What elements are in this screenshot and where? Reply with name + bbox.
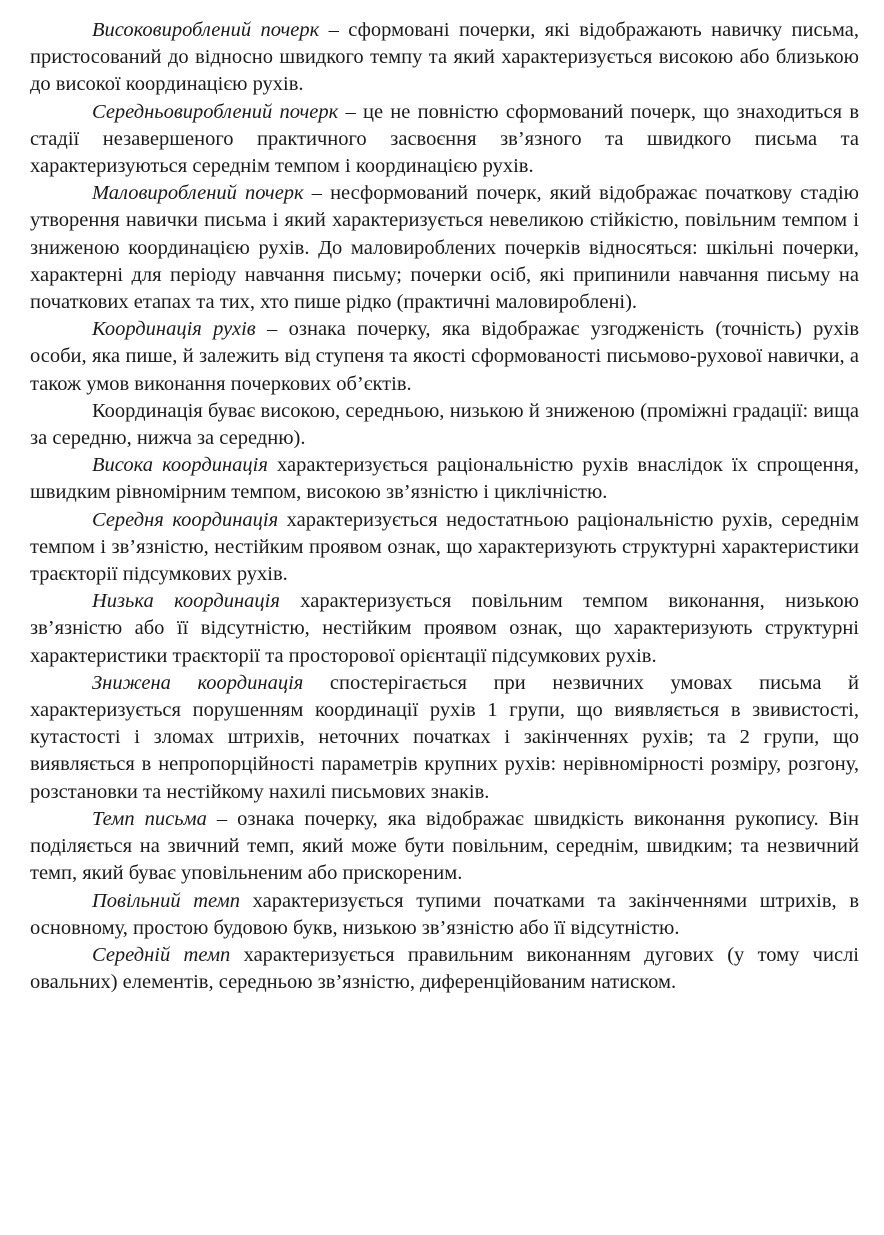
- paragraph-low-coordination: [30, 588, 859, 670]
- definition-low-coordination: характеризується повільним темпом виконання, низькою зв’язністю або її відсутністю, нестійким проявом ознак, що характеризують структурні характеристики траєкторії та просторової орієнтації підсумкових рухів.: [30, 590, 859, 667]
- term-low-coordination: Низька координація: [92, 590, 280, 613]
- term-slow-tempo: Повільний темп: [92, 889, 240, 912]
- paragraph-writing-tempo: [30, 806, 859, 888]
- definition-medium-quality-handwriting: – це не повністю сформований почерк, що знаходиться в стадії незавершеного практичного засвоєння зв’язного та швидкого письма та характеризуються середнім темпом і координацією рухів.: [30, 100, 859, 178]
- text-coordination-levels: Координація буває високою, середньою, низькою й зниженою (проміжні градації: вища за середню, нижча за середню).: [30, 399, 859, 450]
- paragraph-low-quality-handwriting: [30, 180, 859, 316]
- definition-reduced-coordination: спостерігається при незвичних умовах письма й характеризується порушенням координації рухів 1 групи, що виявляється в звивистості, кутастості і зломах штрихів, неточних початках і закінченнях рухів; та 2 групи, що виявляється в непропорційності параметрів крупних рухів: нерівномірності розміру, розгону, розстановки та нестійкому нахилі письмових знаків.: [30, 671, 859, 803]
- term-movement-coordination: Координація рухів: [92, 318, 256, 341]
- paragraph-medium-quality-handwriting: [30, 99, 859, 181]
- document-page: [30, 17, 859, 996]
- term-high-quality-handwriting: Високовироблений почерк: [92, 19, 320, 41]
- term-high-coordination: Висока координація: [92, 454, 268, 477]
- term-medium-tempo: Середній темп: [92, 943, 231, 966]
- definition-high-quality-handwriting: – сформовані почерки, які відображають навичку письма, пристосований до відносно швидкого темпу та який характеризується високою або близькою до високої координацією рухів.: [30, 19, 859, 96]
- term-medium-quality-handwriting: Середньовироблений почерк: [92, 100, 339, 123]
- paragraph-slow-tempo: [30, 888, 859, 942]
- definition-medium-coordination: характеризується недостатньою раціональністю рухів, середнім темпом і зв’язністю, нестійким проявом ознак, що характеризують структурні характеристики траєкторії підсумкових рухів.: [30, 508, 859, 586]
- definition-low-quality-handwriting: – несформований почерк, який відображає початкову стадію утворення навички письма і який характеризується невеликою стійкістю, повільним темпом і зниженою координацією рухів. До маловироблених почерків відносяться: шкільні почерки, характерні для періоду навчання письму; почерки осіб, які припинили навчання письму на початкових етапах та тих, хто пише рідко (практичні маловироблені).: [30, 182, 859, 314]
- definition-writing-tempo: – ознака почерку, яка відображає швидкість виконання рукопису. Він поділяється на звичний темп, який може бути повільним, середнім, швидким; та незвичний темп, який буває уповільненим або прискореним.: [30, 807, 859, 885]
- paragraph-reduced-coordination: [30, 670, 859, 806]
- definition-slow-tempo: характеризується тупими початками та закінченнями штрихів, в основному, простою будовою букв, низькою зв’язністю або її відсутністю.: [30, 889, 859, 939]
- paragraph-high-quality-handwriting: [30, 17, 859, 99]
- paragraph-high-coordination: [30, 452, 859, 506]
- paragraph-medium-tempo: [30, 942, 859, 996]
- definition-high-coordination: характеризується раціональністю рухів внаслідок їх спрощення, швидким рівномірним темпом, високою зв’язністю і циклічністю.: [30, 454, 859, 504]
- term-reduced-coordination: Знижена координація: [92, 671, 304, 694]
- definition-movement-coordination: – ознака почерку, яка відображає узгодженість (точність) рухів особи, яка пише, й залежить від ступеня та якості сформованості письмово-рухової навички, а також умов виконання почеркових об’єктів.: [30, 318, 859, 395]
- term-medium-coordination: Середня координація: [92, 508, 279, 531]
- paragraph-medium-coordination: [30, 507, 859, 589]
- paragraph-coordination-levels: [30, 398, 859, 452]
- definition-medium-tempo: характеризується правильним виконанням дугових (у тому числі овальних) елементів, середньою зв’язністю, диференційованим натиском.: [30, 943, 859, 994]
- term-writing-tempo: Темп письма: [92, 807, 207, 830]
- paragraph-movement-coordination: [30, 316, 859, 398]
- term-low-quality-handwriting: Маловироблений почерк: [92, 182, 304, 205]
